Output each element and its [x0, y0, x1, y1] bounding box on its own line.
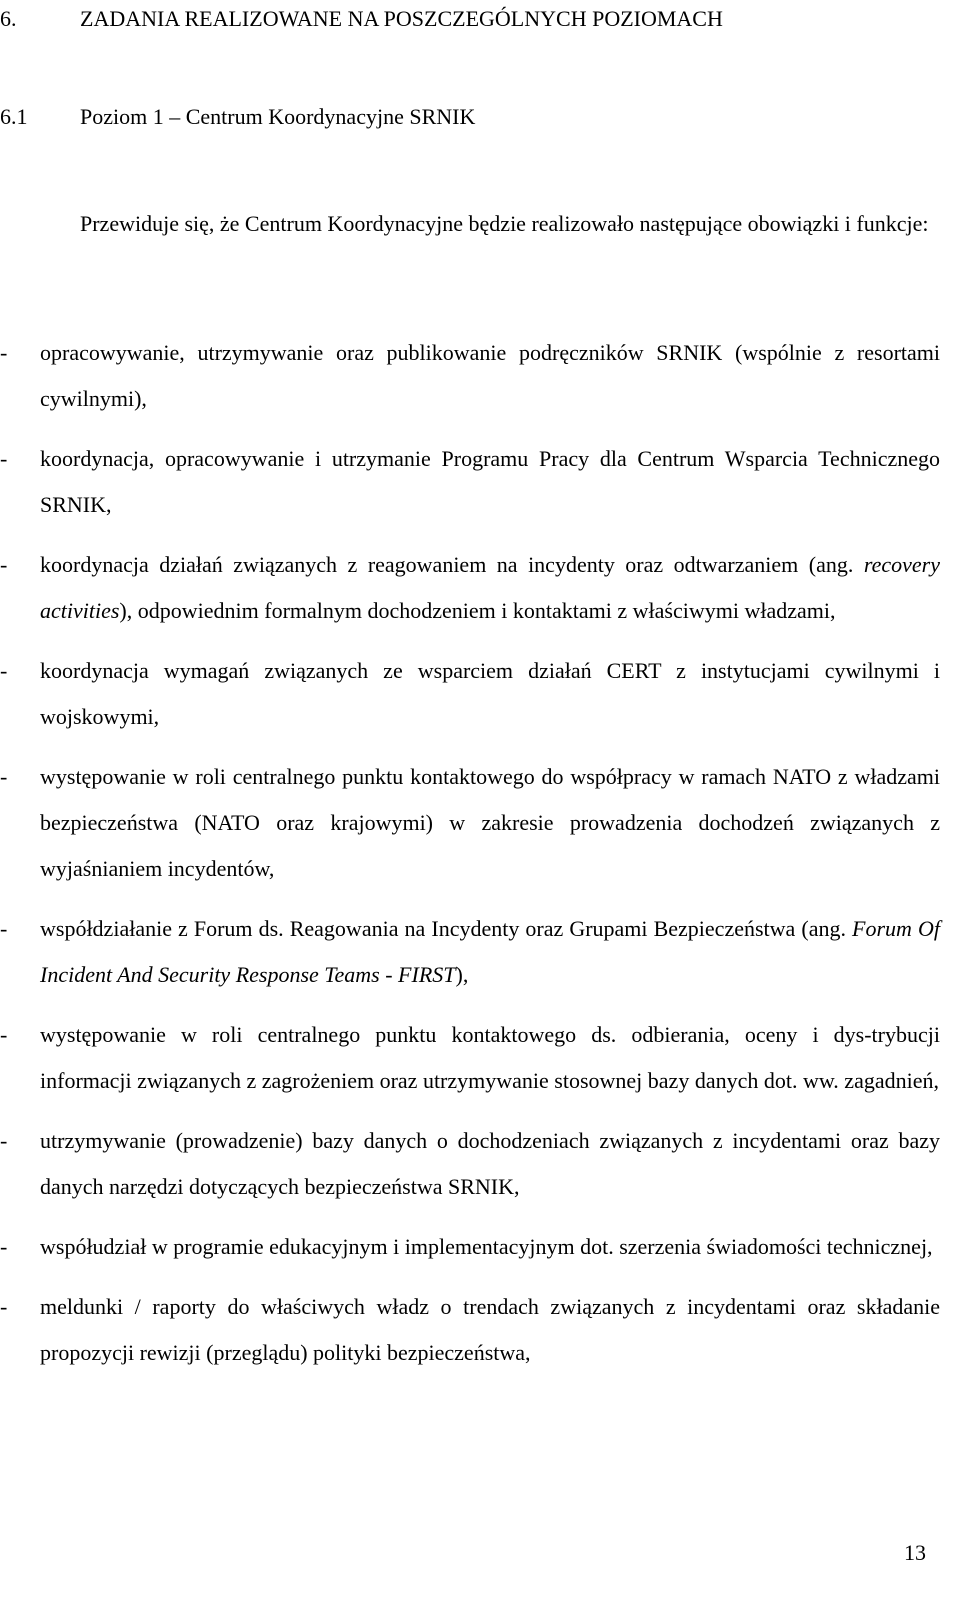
list-item — [0, 1224, 940, 1270]
list-item-text: występowanie w roli centralnego punktu kontaktowego ds. odbierania, oceny i dys-trybucji informacji związanych z zagrożeniem oraz utrzymywanie stosownej bazy danych dot. ww. zagadnień, — [40, 1022, 940, 1093]
list-item — [0, 1012, 940, 1104]
duties-list — [0, 330, 940, 1390]
list-item-text: opracowywanie, utrzymywanie oraz publikowanie podręczników SRNIK (wspólnie z resortami cywilnymi), — [40, 340, 940, 411]
list-item — [0, 436, 940, 528]
list-item-text: utrzymywanie (prowadzenie) bazy danych o dochodzeniach związanych z incydentami oraz bazy danych narzędzi dotyczących bezpieczeństwa SRNIK, — [40, 1128, 940, 1199]
list-dash: - — [0, 1022, 8, 1047]
list-item-text: meldunki / raporty do właściwych władz o trendach związanych z incydentami oraz składanie propozycji rewizji (przeglądu) polityki bezpieczeństwa, — [40, 1294, 940, 1365]
list-dash: - — [0, 340, 8, 365]
subsection-heading — [0, 102, 475, 132]
list-item-text: współudział w programie edukacyjnym i implementacyjnym dot. szerzenia świadomości technicznej, — [40, 1234, 933, 1259]
subsection-title: Poziom 1 – Centrum Koordynacyjne SRNIK — [80, 104, 476, 129]
list-item-italic-term: Forum Of Incident And Security Response Teams - FIRST — [40, 916, 940, 987]
list-item — [0, 906, 940, 998]
list-dash: - — [0, 764, 8, 789]
list-item — [0, 330, 940, 422]
list-item — [0, 542, 940, 634]
list-item-text: koordynacja wymagań związanych ze wsparciem działań CERT z instytucjami cywilnymi i wojskowymi, — [40, 658, 940, 729]
list-item-text: występowanie w roli centralnego punktu kontaktowego do współpracy w ramach NATO z władzami bezpieczeństwa (NATO oraz krajowymi) w zakresie prowadzenia dochodzeń związanych z wyjaśnianiem incydentów, — [40, 764, 940, 881]
list-item-text: koordynacja działań związanych z reagowaniem na incydenty oraz odtwarzaniem (ang. — [40, 552, 864, 577]
list-item — [0, 1284, 940, 1376]
list-dash: - — [0, 1294, 8, 1319]
page-number: 13 — [904, 1540, 926, 1565]
list-dash: - — [0, 1128, 8, 1153]
section-title: ZADANIA REALIZOWANE NA POSZCZEGÓLNYCH POZIOMACH — [80, 6, 723, 31]
list-dash: - — [0, 446, 8, 471]
list-item — [0, 1118, 940, 1210]
list-item — [0, 648, 940, 740]
section-heading — [0, 4, 723, 34]
list-item-text: współdziałanie z Forum ds. Reagowania na Incydenty oraz Grupami Bezpieczeństwa (ang. — [40, 916, 853, 941]
list-dash: - — [0, 916, 8, 941]
list-dash: - — [0, 552, 8, 577]
list-item-text-continued: ), — [455, 962, 469, 987]
intro-paragraph: Przewiduje się, że Centrum Koordynacyjne będzie realizowało następujące obowiązki i funkcje: — [80, 211, 929, 236]
list-dash: - — [0, 1234, 8, 1259]
list-item-text: koordynacja, opracowywanie i utrzymanie Programu Pracy dla Centrum Wsparcia Technicznego SRNIK, — [40, 446, 940, 517]
subsection-number: 6.1 — [0, 104, 28, 129]
list-item — [0, 754, 940, 892]
section-number: 6. — [0, 6, 17, 31]
list-item-italic-term: recovery activities — [40, 552, 940, 623]
list-dash: - — [0, 658, 8, 683]
list-item-text-continued: ), odpowiednim formalnym dochodzeniem i kontaktami z właściwymi władzami, — [119, 598, 836, 623]
